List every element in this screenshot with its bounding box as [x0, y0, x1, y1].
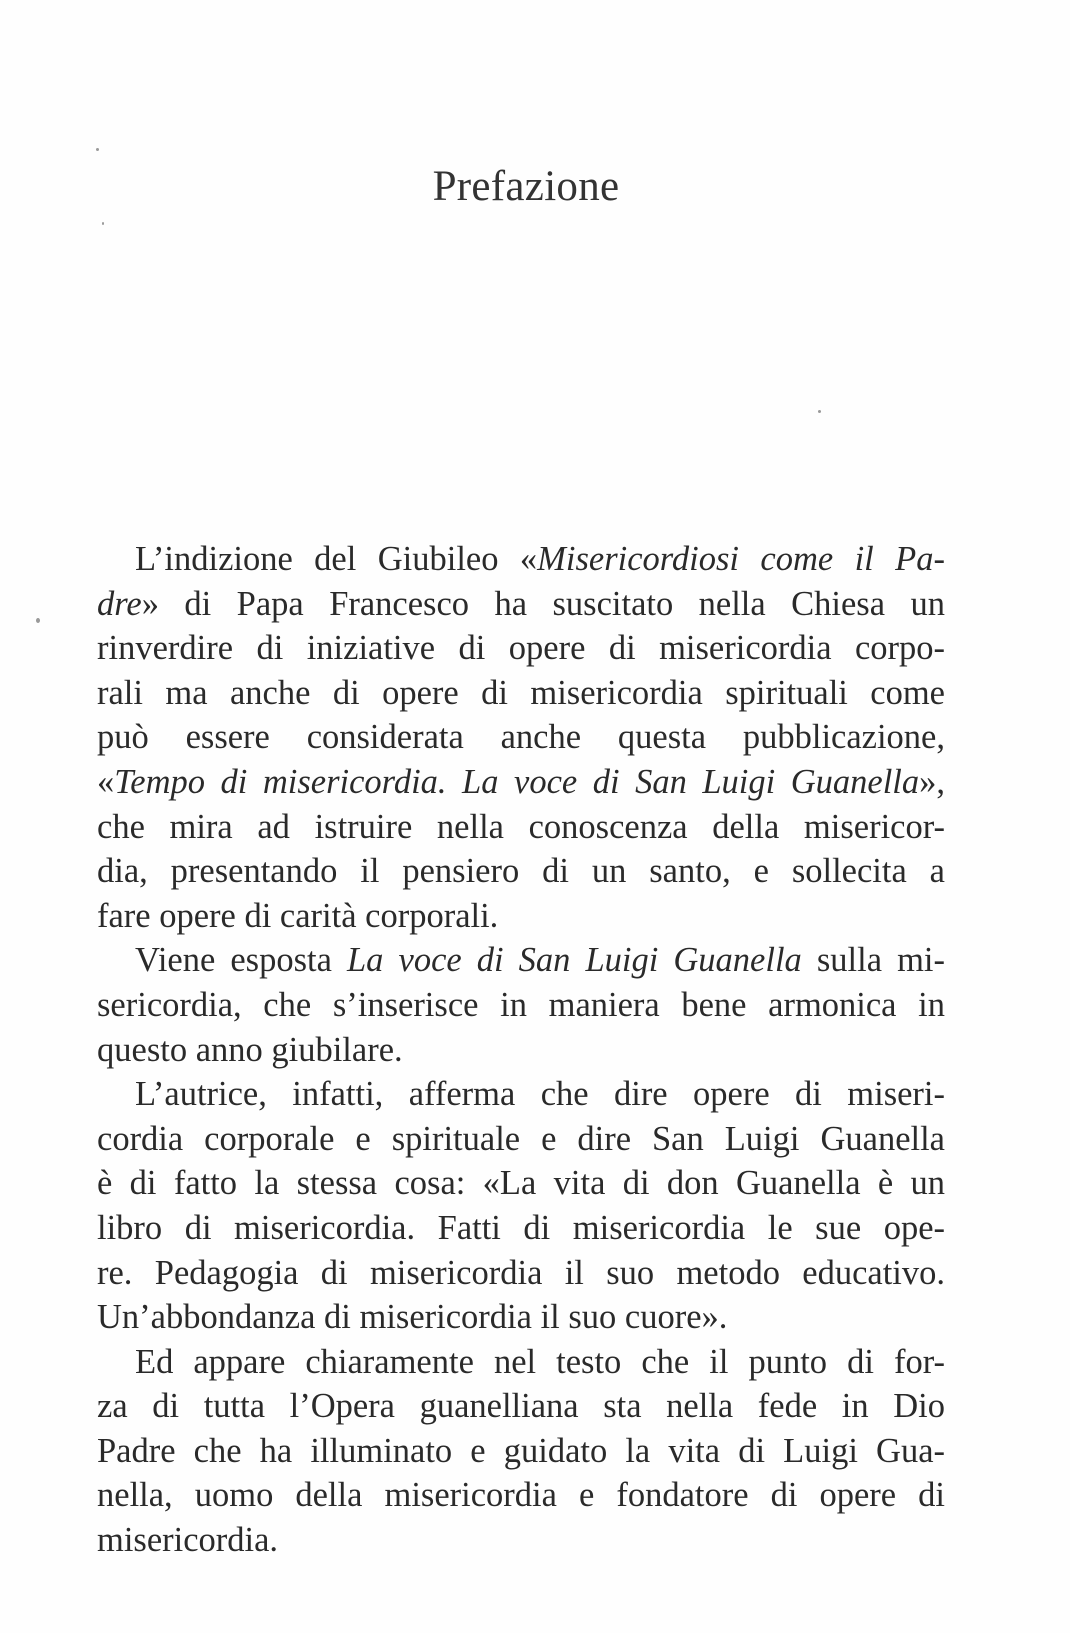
italic-text: Misericordiosi come il Pa- — [537, 540, 945, 578]
text-line — [97, 537, 945, 582]
scan-speck — [102, 222, 104, 225]
text-segment: « — [519, 540, 538, 578]
text-line — [97, 626, 945, 671]
text-line — [97, 760, 945, 805]
text-segment: re. Pedagogia di misericordia il suo metodo educativo. — [97, 1253, 945, 1292]
text-segment: L’indizione del Giubileo — [135, 540, 520, 578]
text-line — [97, 1072, 945, 1117]
text-line — [97, 894, 945, 939]
text-line — [97, 805, 945, 850]
text-segment: questo anno giubilare. — [97, 1030, 403, 1069]
text-segment: nella, uomo della misericordia e fondatore di opere di — [97, 1476, 945, 1515]
scan-speck — [818, 410, 821, 413]
text-line — [97, 1473, 945, 1518]
text-segment: libro di misericordia. Fatti di misericordia le sue ope- — [97, 1208, 945, 1247]
paragraph — [97, 1072, 945, 1340]
italic-text: Tempo di misericordia. La voce di San Luigi Guanella — [114, 762, 920, 801]
text-segment: « — [97, 762, 115, 801]
text-segment: rinverdire di iniziative di opere di misericordia corpo- — [97, 629, 945, 668]
page-title: Prefazione — [432, 163, 620, 210]
italic-text: La voce di San Luigi Guanella — [347, 941, 802, 980]
text-segment: Viene esposta — [135, 941, 347, 980]
scan-speck — [36, 618, 40, 623]
text-line — [97, 1117, 945, 1162]
italic-text: dre — [97, 584, 142, 623]
text-segment: », — [919, 762, 945, 801]
text-line — [97, 1340, 945, 1385]
text-segment: Un’abbondanza di misericordia il suo cuore». — [97, 1298, 728, 1337]
preface-body — [97, 537, 945, 1563]
scan-speck — [96, 148, 99, 151]
text-line — [97, 1518, 945, 1563]
text-line — [97, 1206, 945, 1251]
paragraph — [97, 938, 945, 1072]
text-segment: » di Papa Francesco ha suscitato nella Chiesa un — [141, 584, 945, 623]
paragraph — [97, 537, 945, 938]
text-line — [97, 1161, 945, 1206]
text-segment: che mira ad istruire nella conoscenza della misericor- — [97, 807, 945, 846]
text-line — [97, 1251, 945, 1296]
text-segment: Padre che ha illuminato e guidato la vita di Luigi Gua- — [97, 1431, 945, 1470]
text-line — [97, 1429, 945, 1474]
text-segment: misericordia. — [97, 1521, 279, 1560]
paragraph — [97, 1340, 945, 1563]
text-segment: sericordia, che s’inserisce in maniera bene armonica in — [97, 985, 945, 1024]
text-line — [97, 983, 945, 1028]
text-segment: sulla mi- — [801, 941, 945, 980]
text-line — [97, 715, 945, 760]
text-line — [97, 582, 945, 627]
text-line — [97, 938, 945, 983]
text-line — [97, 1295, 945, 1340]
text-segment: dia, presentando il pensiero di un santo, e sollecita a — [97, 852, 945, 891]
text-segment: è di fatto la stessa cosa: «La vita di don Guanella è un — [97, 1164, 945, 1203]
text-line — [97, 671, 945, 716]
text-line — [97, 1028, 945, 1073]
text-segment: può essere considerata anche questa pubblicazione, — [97, 718, 945, 757]
text-segment: za di tutta l’Opera guanelliana sta nella fede in Dio — [97, 1387, 945, 1426]
text-line — [97, 1384, 945, 1429]
text-segment: cordia corporale e spirituale e dire San Luigi Guanella — [97, 1119, 945, 1158]
text-segment: fare opere di carità corporali. — [97, 896, 499, 935]
text-line — [97, 849, 945, 894]
text-segment: Ed appare chiaramente nel testo che il punto di for- — [135, 1342, 945, 1381]
text-segment: L’autrice, infatti, afferma che dire opere di miseri- — [135, 1075, 945, 1114]
text-segment: rali ma anche di opere di misericordia spirituali come — [97, 673, 945, 712]
